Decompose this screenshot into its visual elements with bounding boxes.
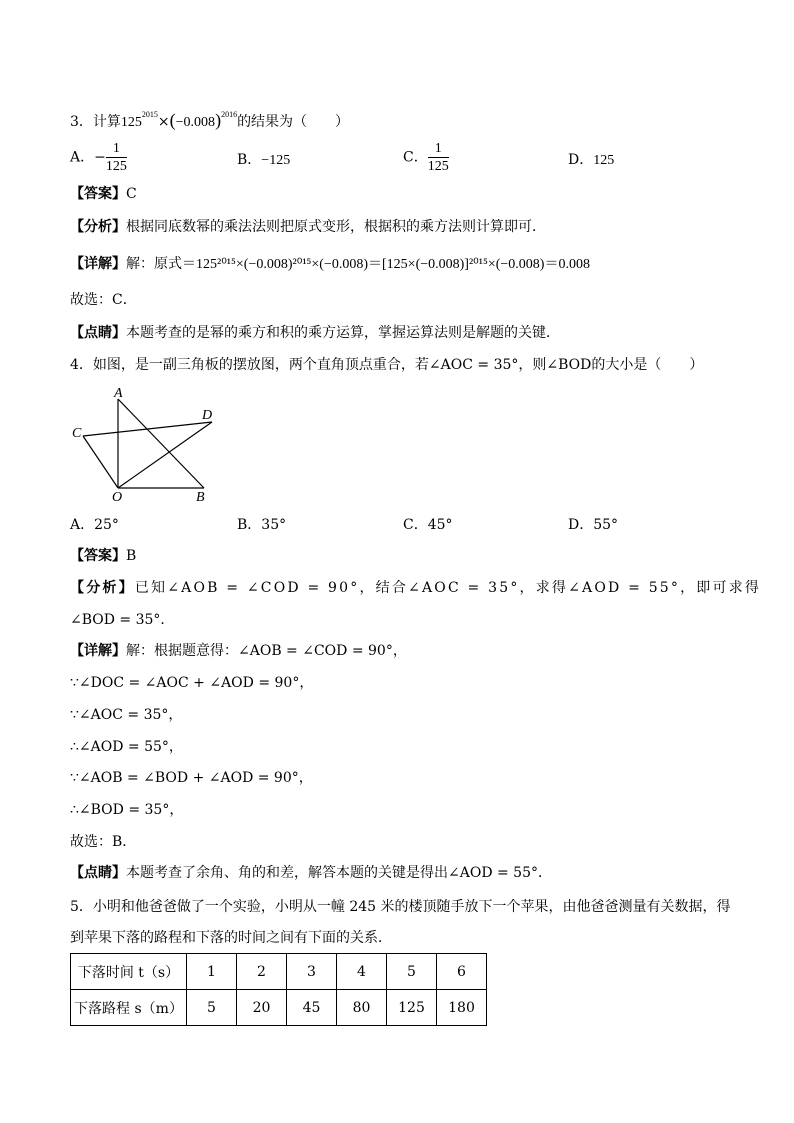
table-cell: 20 <box>237 990 287 1026</box>
q3-option-c <box>403 140 449 175</box>
q3-exp2: 2016 <box>221 110 238 119</box>
table-cell: 125 <box>387 990 437 1026</box>
q3-option-d <box>568 149 614 169</box>
q4-step: ∵∠AOB = ∠BOD + ∠AOD = 90°， <box>70 770 313 786</box>
fraction-numerator: 1 <box>106 140 127 158</box>
q3-paren-inner: −0.008 <box>175 115 216 130</box>
q4-step: ∴∠BOD = 35°， <box>70 802 184 818</box>
q3-base: 125 <box>120 115 142 130</box>
table-cell: 6 <box>437 954 487 990</box>
figure-lines <box>83 399 212 488</box>
q5-stem-line1 <box>70 897 731 917</box>
table-cell: 5 <box>387 954 437 990</box>
q4-number: 4． <box>70 357 93 373</box>
q3-comment <box>70 323 560 343</box>
analysis-tag: 【分析】 <box>70 219 126 235</box>
analysis-text: 根据同底数幂的乘法法则把原式变形，根据积的乘方法则计算即可． <box>126 219 546 235</box>
q4-option-c: C．45° <box>403 517 453 533</box>
line-AB <box>118 399 204 488</box>
table-cell: 80 <box>337 990 387 1026</box>
triangle-figure <box>70 382 220 504</box>
label-D: D <box>202 408 213 423</box>
q3-option-a-sign: − <box>94 149 106 166</box>
line-OD <box>118 422 212 488</box>
q4-step: ∵∠DOC = ∠AOC + ∠AOD = 90°， <box>70 675 314 691</box>
q4-analysis <box>70 578 761 598</box>
fraction-numerator: 1 <box>428 140 449 158</box>
q3-option-c-fraction <box>428 140 449 175</box>
q3-option-b-text: −125 <box>261 153 291 168</box>
comment-text: 本题考查了余角、角的和差，解答本题的关键是得出∠AOD = 55°． <box>126 865 552 881</box>
answer-tag: 【答案】 <box>70 548 126 564</box>
q3-answer <box>70 184 137 204</box>
analysis-text-line1: 已知∠AOB = ∠COD = 90°，结合∠AOC = 35°，求得∠AOD = 55°，即可求得 <box>134 580 762 596</box>
detail-tag: 【详解】 <box>70 643 126 659</box>
label-B: B <box>196 490 205 504</box>
q3-analysis <box>70 217 546 237</box>
q3-number: 3． <box>70 114 93 130</box>
table-cell: 3 <box>287 954 337 990</box>
q3-detail <box>70 254 590 275</box>
q5-text-line1: 小明和他爸爸做了一个实验，小明从一幢 245 米的楼顶随手放下一个苹果，由他爸爸测量有关数据，得 <box>92 899 731 915</box>
q4-detail <box>70 641 407 661</box>
q3-option-b <box>237 149 290 169</box>
q4-comment <box>70 863 552 883</box>
answer-value: C <box>126 186 137 202</box>
table-cell: 45 <box>287 990 337 1026</box>
q3-paren-open: ( <box>169 110 176 130</box>
table-header-distance: 下落路程 s（m） <box>71 990 187 1026</box>
table-cell: 2 <box>237 954 287 990</box>
q3-text-post: 的结果为（ ） <box>237 114 350 130</box>
fall-data-table <box>70 953 487 1026</box>
detail-line1: 解：根据题意得：∠AOB = ∠COD = 90°， <box>126 643 407 659</box>
q4-option-a: A．25° <box>70 517 119 533</box>
q4-answer <box>70 546 136 566</box>
analysis-tag: 【分析】 <box>70 580 135 596</box>
table-cell: 4 <box>337 954 387 990</box>
q3-paren-close: ) <box>215 110 222 130</box>
answer-tag: 【答案】 <box>70 186 126 202</box>
q4-analysis-line2: ∠BOD = 35°． <box>70 612 175 628</box>
line-OC <box>83 436 118 488</box>
table-row <box>71 990 487 1026</box>
q3-option-d-label: D． <box>568 152 594 168</box>
fraction-denominator: 125 <box>427 159 449 174</box>
q4-step: ∵∠AOC = 35°， <box>70 707 183 723</box>
q3-exp1: 2015 <box>141 110 158 119</box>
answer-value: B <box>126 548 137 564</box>
q4-step: ∴∠AOD = 55°， <box>70 739 183 755</box>
q3-option-d-text: 125 <box>593 153 615 168</box>
q4-option-d: D．55° <box>568 517 619 533</box>
q4-text: 如图，是一副三角板的摆放图，两个直角顶点重合，若∠AOC = 35°，则∠BOD的大小是（ ） <box>92 357 704 373</box>
table-cell: 5 <box>187 990 237 1026</box>
table-cell: 1 <box>187 954 237 990</box>
detail-expression: 125²⁰¹⁵×(−0.008)²⁰¹⁵×(−0.008)＝[125×(−0.008)]²⁰¹⁵×(−0.008)＝0.008 <box>196 257 590 272</box>
q3-option-a-fraction <box>106 140 127 175</box>
q4-option-b: B．35° <box>237 517 287 533</box>
q3-option-a-label: A． <box>70 149 95 166</box>
q3-times: × <box>157 114 170 130</box>
detail-tag: 【详解】 <box>70 256 126 272</box>
q3-option-a <box>70 140 127 175</box>
line-CD <box>83 422 212 436</box>
label-O: O <box>112 490 123 504</box>
comment-text: 本题考查的是幂的乘方和积的乘方运算，掌握运算法则是解题的关键． <box>126 325 560 341</box>
q3-stem <box>70 105 349 133</box>
fraction-denominator: 125 <box>105 159 127 174</box>
table-cell: 180 <box>437 990 487 1026</box>
q5-stem-line2: 到苹果下落的路程和下落的时间之间有下面的关系． <box>70 930 392 946</box>
q5-number: 5． <box>70 899 93 915</box>
q3-option-b-label: B． <box>237 152 262 168</box>
comment-tag: 【点睛】 <box>70 325 126 341</box>
q3-text-pre: 计算 <box>92 114 121 130</box>
q4-stem <box>70 355 703 375</box>
q4-choose: 故选：B． <box>70 834 137 850</box>
label-C: C <box>72 426 82 441</box>
q3-choose: 故选：C． <box>70 292 137 308</box>
table-row <box>71 954 487 990</box>
comment-tag: 【点睛】 <box>70 865 126 881</box>
label-A: A <box>114 386 123 401</box>
table-header-time: 下落时间 t（s） <box>71 954 187 990</box>
q3-option-c-label: C． <box>403 149 428 166</box>
detail-pre: 解：原式＝ <box>126 256 196 272</box>
